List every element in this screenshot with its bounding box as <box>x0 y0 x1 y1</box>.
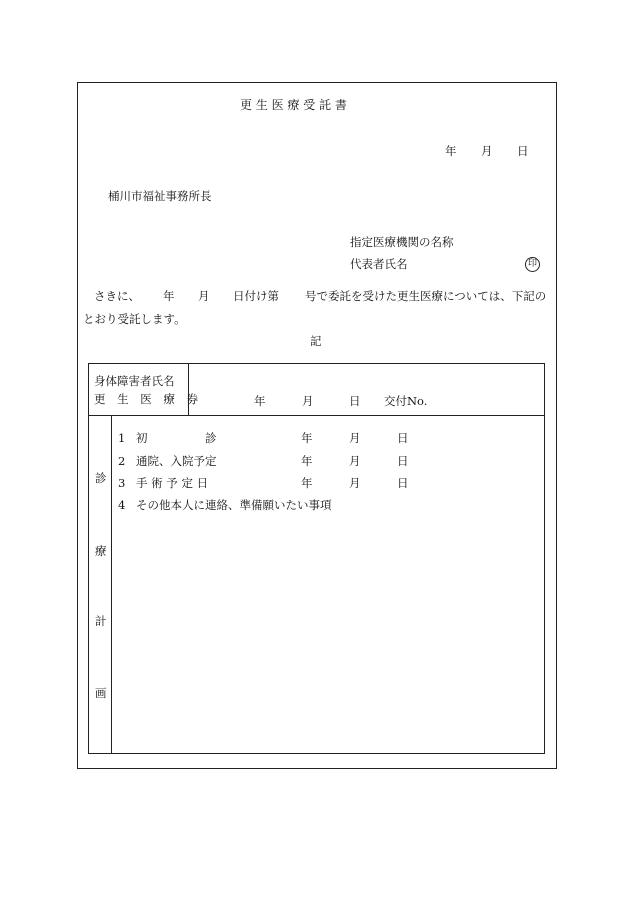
body-prefix: さきに、 <box>94 289 140 303</box>
body-year-label: 年 <box>163 289 175 303</box>
side-label-ga: 画 <box>95 686 107 700</box>
addressee: 桶川市福祉事務所長 <box>108 189 212 203</box>
plan-table <box>88 363 545 754</box>
ticket-issue-no-label: 交付No. <box>384 394 428 408</box>
side-label-shin: 診 <box>95 471 107 485</box>
date-day-label: 日 <box>517 144 529 158</box>
item-2-text: 通院、入院予定 <box>136 454 217 468</box>
table-header-divider <box>89 415 544 416</box>
item-1-month: 月 <box>349 431 361 445</box>
item-1-number: 1 <box>118 431 126 445</box>
item-3-text: 手 術 予 定 日 <box>136 476 209 490</box>
ticket-day-label: 日 <box>349 394 361 408</box>
item-4-number: 4 <box>118 498 126 512</box>
item-1-year: 年 <box>301 431 313 445</box>
institution-name-label: 指定医療機関の名称 <box>350 235 454 249</box>
side-label-kei: 計 <box>95 614 107 628</box>
body-day-no-label: 日付け第 <box>233 289 279 303</box>
item-2-year: 年 <box>301 454 313 468</box>
representative-name-label: 代表者氏名 <box>350 257 408 271</box>
date-year-label: 年 <box>445 144 457 158</box>
ticket-year-label: 年 <box>254 394 266 408</box>
body-month-label: 月 <box>198 289 210 303</box>
item-2-month: 月 <box>349 454 361 468</box>
ki-heading: 記 <box>310 334 322 348</box>
item-2-number: 2 <box>118 454 126 468</box>
item-1-text: 初 診 <box>136 431 217 445</box>
disabled-person-name-label: 身体障害者氏名 <box>94 374 175 388</box>
item-3-day: 日 <box>397 476 409 490</box>
table-side-column-divider <box>111 415 112 753</box>
item-3-month: 月 <box>349 476 361 490</box>
document-title: 更 生 医 療 受 託 書 <box>240 98 347 112</box>
ticket-month-label: 月 <box>302 394 314 408</box>
date-month-label: 月 <box>481 144 493 158</box>
seal-mark-icon: 印 <box>525 257 540 272</box>
table-header-column-divider <box>188 364 189 415</box>
item-4-text: その他本人に連絡、準備願いたい事項 <box>136 498 332 512</box>
medical-ticket-label: 更 生 医 療 券 <box>94 392 203 406</box>
item-3-year: 年 <box>301 476 313 490</box>
body-text-rest: 号で委託を受けた更生医療については、下記の <box>305 289 547 303</box>
body-text-line2: とおり受託します。 <box>83 312 186 326</box>
side-label-ryo: 療 <box>95 544 107 558</box>
item-2-day: 日 <box>397 454 409 468</box>
item-1-day: 日 <box>397 431 409 445</box>
item-3-number: 3 <box>118 476 126 490</box>
